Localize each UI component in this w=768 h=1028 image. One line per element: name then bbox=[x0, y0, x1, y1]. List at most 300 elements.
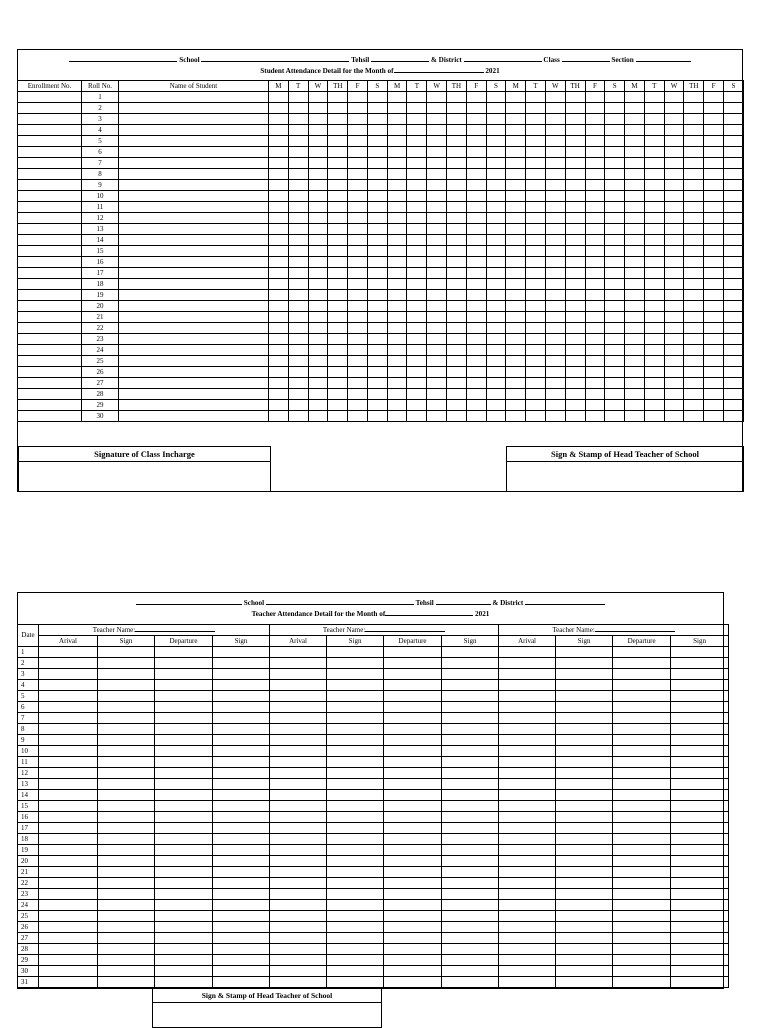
attendance-cell[interactable] bbox=[644, 312, 664, 323]
attendance-cell[interactable] bbox=[565, 367, 585, 378]
teacher-attendance-cell[interactable] bbox=[270, 933, 327, 944]
teacher-attendance-cell[interactable] bbox=[671, 680, 729, 691]
teacher-attendance-cell[interactable] bbox=[556, 790, 613, 801]
attendance-cell[interactable] bbox=[605, 202, 625, 213]
teacher-attendance-cell[interactable] bbox=[613, 955, 671, 966]
attendance-cell[interactable] bbox=[644, 224, 664, 235]
attendance-cell[interactable] bbox=[565, 125, 585, 136]
attendance-cell[interactable] bbox=[367, 235, 387, 246]
teacher-attendance-cell[interactable] bbox=[270, 812, 327, 823]
attendance-cell[interactable] bbox=[506, 103, 526, 114]
attendance-cell[interactable] bbox=[367, 202, 387, 213]
attendance-cell[interactable] bbox=[723, 136, 743, 147]
attendance-cell[interactable] bbox=[348, 191, 368, 202]
attendance-cell[interactable] bbox=[367, 213, 387, 224]
attendance-cell[interactable] bbox=[486, 301, 506, 312]
teacher-attendance-cell[interactable] bbox=[671, 944, 729, 955]
attendance-cell[interactable] bbox=[664, 147, 684, 158]
attendance-cell[interactable] bbox=[565, 356, 585, 367]
teacher-attendance-cell[interactable] bbox=[270, 955, 327, 966]
school-blank-prefix[interactable] bbox=[69, 55, 177, 62]
class-field[interactable] bbox=[562, 55, 610, 62]
student-name-cell[interactable] bbox=[119, 290, 269, 301]
attendance-cell[interactable] bbox=[723, 114, 743, 125]
attendance-cell[interactable] bbox=[565, 345, 585, 356]
attendance-cell[interactable] bbox=[545, 136, 565, 147]
teacher-attendance-cell[interactable] bbox=[613, 724, 671, 735]
attendance-cell[interactable] bbox=[704, 334, 724, 345]
teacher-attendance-cell[interactable] bbox=[327, 955, 384, 966]
teacher-attendance-cell[interactable] bbox=[671, 922, 729, 933]
attendance-cell[interactable] bbox=[585, 92, 605, 103]
attendance-cell[interactable] bbox=[625, 268, 645, 279]
teacher-attendance-cell[interactable] bbox=[384, 922, 442, 933]
attendance-cell[interactable] bbox=[328, 246, 348, 257]
teacher-attendance-cell[interactable] bbox=[155, 746, 213, 757]
teacher-attendance-cell[interactable] bbox=[327, 768, 384, 779]
attendance-cell[interactable] bbox=[625, 169, 645, 180]
attendance-cell[interactable] bbox=[565, 323, 585, 334]
attendance-cell[interactable] bbox=[526, 345, 546, 356]
attendance-cell[interactable] bbox=[407, 103, 427, 114]
teacher-attendance-cell[interactable] bbox=[556, 746, 613, 757]
teacher-attendance-cell[interactable] bbox=[613, 845, 671, 856]
attendance-cell[interactable] bbox=[684, 213, 704, 224]
attendance-cell[interactable] bbox=[664, 246, 684, 257]
attendance-cell[interactable] bbox=[723, 334, 743, 345]
attendance-cell[interactable] bbox=[565, 136, 585, 147]
section-field[interactable] bbox=[636, 55, 691, 62]
attendance-cell[interactable] bbox=[407, 400, 427, 411]
teacher-attendance-cell[interactable] bbox=[384, 801, 442, 812]
teacher-attendance-cell[interactable] bbox=[270, 801, 327, 812]
attendance-cell[interactable] bbox=[466, 125, 486, 136]
attendance-cell[interactable] bbox=[367, 389, 387, 400]
teacher-attendance-cell[interactable] bbox=[384, 966, 442, 977]
attendance-cell[interactable] bbox=[684, 356, 704, 367]
teacher-attendance-cell[interactable] bbox=[613, 878, 671, 889]
attendance-cell[interactable] bbox=[427, 125, 447, 136]
teacher-attendance-cell[interactable] bbox=[39, 911, 98, 922]
teacher-attendance-cell[interactable] bbox=[613, 647, 671, 658]
teacher-attendance-cell[interactable] bbox=[327, 878, 384, 889]
teacher-attendance-cell[interactable] bbox=[613, 944, 671, 955]
teacher-attendance-cell[interactable] bbox=[270, 922, 327, 933]
attendance-cell[interactable] bbox=[644, 158, 664, 169]
attendance-cell[interactable] bbox=[506, 356, 526, 367]
attendance-cell[interactable] bbox=[328, 367, 348, 378]
attendance-cell[interactable] bbox=[348, 389, 368, 400]
attendance-cell[interactable] bbox=[427, 136, 447, 147]
teacher-attendance-cell[interactable] bbox=[39, 669, 98, 680]
enrollment-cell[interactable] bbox=[18, 125, 82, 136]
student-name-cell[interactable] bbox=[119, 345, 269, 356]
attendance-cell[interactable] bbox=[644, 411, 664, 422]
teacher-attendance-cell[interactable] bbox=[384, 779, 442, 790]
attendance-cell[interactable] bbox=[269, 279, 289, 290]
attendance-cell[interactable] bbox=[269, 246, 289, 257]
attendance-cell[interactable] bbox=[664, 345, 684, 356]
attendance-cell[interactable] bbox=[447, 411, 467, 422]
attendance-cell[interactable] bbox=[447, 378, 467, 389]
teacher-attendance-cell[interactable] bbox=[270, 713, 327, 724]
teacher-attendance-cell[interactable] bbox=[327, 790, 384, 801]
teacher-attendance-cell[interactable] bbox=[327, 933, 384, 944]
teacher-attendance-cell[interactable] bbox=[442, 735, 499, 746]
attendance-cell[interactable] bbox=[447, 180, 467, 191]
attendance-cell[interactable] bbox=[328, 257, 348, 268]
attendance-cell[interactable] bbox=[644, 268, 664, 279]
attendance-cell[interactable] bbox=[585, 213, 605, 224]
attendance-cell[interactable] bbox=[466, 378, 486, 389]
attendance-cell[interactable] bbox=[506, 136, 526, 147]
attendance-cell[interactable] bbox=[486, 268, 506, 279]
attendance-cell[interactable] bbox=[605, 323, 625, 334]
attendance-cell[interactable] bbox=[723, 103, 743, 114]
teacher-attendance-cell[interactable] bbox=[213, 845, 270, 856]
teacher-attendance-cell[interactable] bbox=[671, 768, 729, 779]
attendance-cell[interactable] bbox=[367, 323, 387, 334]
attendance-cell[interactable] bbox=[447, 400, 467, 411]
attendance-cell[interactable] bbox=[664, 290, 684, 301]
teacher-attendance-cell[interactable] bbox=[39, 944, 98, 955]
attendance-cell[interactable] bbox=[585, 169, 605, 180]
attendance-cell[interactable] bbox=[447, 235, 467, 246]
attendance-cell[interactable] bbox=[308, 356, 328, 367]
attendance-cell[interactable] bbox=[387, 345, 407, 356]
attendance-cell[interactable] bbox=[664, 103, 684, 114]
teacher-attendance-cell[interactable] bbox=[671, 735, 729, 746]
teacher-attendance-cell[interactable] bbox=[98, 977, 155, 988]
attendance-cell[interactable] bbox=[407, 389, 427, 400]
teacher-attendance-cell[interactable] bbox=[556, 900, 613, 911]
teacher-attendance-cell[interactable] bbox=[442, 889, 499, 900]
attendance-cell[interactable] bbox=[565, 290, 585, 301]
student-name-cell[interactable] bbox=[119, 400, 269, 411]
attendance-cell[interactable] bbox=[585, 400, 605, 411]
attendance-cell[interactable] bbox=[407, 356, 427, 367]
teacher-attendance-cell[interactable] bbox=[327, 735, 384, 746]
teacher-attendance-cell[interactable] bbox=[213, 779, 270, 790]
attendance-cell[interactable] bbox=[447, 114, 467, 125]
attendance-cell[interactable] bbox=[664, 136, 684, 147]
teacher-attendance-cell[interactable] bbox=[98, 834, 155, 845]
attendance-cell[interactable] bbox=[367, 257, 387, 268]
teacher-attendance-cell[interactable] bbox=[613, 933, 671, 944]
attendance-cell[interactable] bbox=[328, 125, 348, 136]
student-name-cell[interactable] bbox=[119, 92, 269, 103]
teacher-attendance-cell[interactable] bbox=[98, 713, 155, 724]
attendance-cell[interactable] bbox=[269, 290, 289, 301]
attendance-cell[interactable] bbox=[348, 411, 368, 422]
teacher-attendance-cell[interactable] bbox=[556, 801, 613, 812]
attendance-cell[interactable] bbox=[269, 367, 289, 378]
attendance-cell[interactable] bbox=[387, 136, 407, 147]
attendance-cell[interactable] bbox=[684, 345, 704, 356]
attendance-cell[interactable] bbox=[664, 92, 684, 103]
teacher-attendance-cell[interactable] bbox=[499, 944, 556, 955]
attendance-cell[interactable] bbox=[605, 147, 625, 158]
attendance-cell[interactable] bbox=[427, 191, 447, 202]
attendance-cell[interactable] bbox=[625, 213, 645, 224]
attendance-cell[interactable] bbox=[625, 290, 645, 301]
attendance-cell[interactable] bbox=[644, 345, 664, 356]
attendance-cell[interactable] bbox=[684, 103, 704, 114]
teacher-attendance-cell[interactable] bbox=[499, 724, 556, 735]
teacher-attendance-cell[interactable] bbox=[556, 768, 613, 779]
teacher-attendance-cell[interactable] bbox=[327, 977, 384, 988]
attendance-cell[interactable] bbox=[328, 345, 348, 356]
teacher-attendance-cell[interactable] bbox=[556, 647, 613, 658]
attendance-cell[interactable] bbox=[605, 191, 625, 202]
attendance-cell[interactable] bbox=[684, 235, 704, 246]
attendance-cell[interactable] bbox=[486, 367, 506, 378]
teacher-attendance-cell[interactable] bbox=[213, 977, 270, 988]
attendance-cell[interactable] bbox=[447, 147, 467, 158]
teacher-attendance-cell[interactable] bbox=[613, 812, 671, 823]
attendance-cell[interactable] bbox=[387, 389, 407, 400]
attendance-cell[interactable] bbox=[625, 191, 645, 202]
attendance-cell[interactable] bbox=[288, 92, 308, 103]
attendance-cell[interactable] bbox=[269, 356, 289, 367]
attendance-cell[interactable] bbox=[269, 301, 289, 312]
attendance-cell[interactable] bbox=[605, 301, 625, 312]
teacher-attendance-cell[interactable] bbox=[155, 658, 213, 669]
attendance-cell[interactable] bbox=[605, 356, 625, 367]
attendance-cell[interactable] bbox=[427, 301, 447, 312]
attendance-cell[interactable] bbox=[348, 367, 368, 378]
teacher-attendance-cell[interactable] bbox=[98, 823, 155, 834]
enrollment-cell[interactable] bbox=[18, 191, 82, 202]
attendance-cell[interactable] bbox=[723, 191, 743, 202]
attendance-cell[interactable] bbox=[605, 345, 625, 356]
teacher-attendance-cell[interactable] bbox=[213, 922, 270, 933]
teacher-attendance-cell[interactable] bbox=[213, 966, 270, 977]
attendance-cell[interactable] bbox=[466, 213, 486, 224]
attendance-cell[interactable] bbox=[684, 92, 704, 103]
teacher-attendance-cell[interactable] bbox=[213, 702, 270, 713]
attendance-cell[interactable] bbox=[723, 224, 743, 235]
attendance-cell[interactable] bbox=[447, 268, 467, 279]
teacher-attendance-cell[interactable] bbox=[213, 724, 270, 735]
teacher-attendance-cell[interactable] bbox=[442, 966, 499, 977]
teacher-attendance-cell[interactable] bbox=[556, 955, 613, 966]
attendance-cell[interactable] bbox=[605, 312, 625, 323]
attendance-cell[interactable] bbox=[486, 213, 506, 224]
attendance-cell[interactable] bbox=[723, 389, 743, 400]
attendance-cell[interactable] bbox=[565, 92, 585, 103]
attendance-cell[interactable] bbox=[625, 103, 645, 114]
attendance-cell[interactable] bbox=[288, 158, 308, 169]
attendance-cell[interactable] bbox=[328, 312, 348, 323]
attendance-cell[interactable] bbox=[723, 147, 743, 158]
attendance-cell[interactable] bbox=[723, 279, 743, 290]
attendance-cell[interactable] bbox=[348, 158, 368, 169]
attendance-cell[interactable] bbox=[526, 235, 546, 246]
teacher-attendance-cell[interactable] bbox=[442, 845, 499, 856]
teacher-attendance-cell[interactable] bbox=[155, 812, 213, 823]
attendance-cell[interactable] bbox=[447, 191, 467, 202]
attendance-cell[interactable] bbox=[387, 125, 407, 136]
student-name-cell[interactable] bbox=[119, 323, 269, 334]
attendance-cell[interactable] bbox=[486, 290, 506, 301]
attendance-cell[interactable] bbox=[308, 103, 328, 114]
teacher-attendance-cell[interactable] bbox=[213, 834, 270, 845]
attendance-cell[interactable] bbox=[605, 389, 625, 400]
attendance-cell[interactable] bbox=[704, 301, 724, 312]
attendance-cell[interactable] bbox=[723, 323, 743, 334]
teacher-attendance-cell[interactable] bbox=[613, 900, 671, 911]
attendance-cell[interactable] bbox=[288, 224, 308, 235]
attendance-cell[interactable] bbox=[684, 114, 704, 125]
attendance-cell[interactable] bbox=[447, 389, 467, 400]
attendance-cell[interactable] bbox=[644, 191, 664, 202]
attendance-cell[interactable] bbox=[545, 323, 565, 334]
teacher-attendance-cell[interactable] bbox=[556, 933, 613, 944]
teacher-attendance-cell[interactable] bbox=[39, 801, 98, 812]
teacher-month-field[interactable] bbox=[385, 609, 473, 616]
attendance-cell[interactable] bbox=[288, 301, 308, 312]
attendance-cell[interactable] bbox=[545, 268, 565, 279]
attendance-cell[interactable] bbox=[545, 400, 565, 411]
teacher-attendance-cell[interactable] bbox=[39, 856, 98, 867]
teacher-attendance-cell[interactable] bbox=[384, 834, 442, 845]
teacher-attendance-cell[interactable] bbox=[384, 889, 442, 900]
attendance-cell[interactable] bbox=[526, 147, 546, 158]
attendance-cell[interactable] bbox=[565, 235, 585, 246]
teacher-attendance-cell[interactable] bbox=[556, 702, 613, 713]
teacher-attendance-cell[interactable] bbox=[556, 691, 613, 702]
attendance-cell[interactable] bbox=[486, 103, 506, 114]
attendance-cell[interactable] bbox=[427, 92, 447, 103]
teacher-school-field[interactable] bbox=[266, 598, 414, 605]
enrollment-cell[interactable] bbox=[18, 92, 82, 103]
attendance-cell[interactable] bbox=[407, 279, 427, 290]
teacher-attendance-cell[interactable] bbox=[327, 724, 384, 735]
teacher-attendance-cell[interactable] bbox=[39, 713, 98, 724]
attendance-cell[interactable] bbox=[723, 213, 743, 224]
teacher-attendance-cell[interactable] bbox=[442, 746, 499, 757]
teacher-attendance-cell[interactable] bbox=[499, 647, 556, 658]
attendance-cell[interactable] bbox=[367, 125, 387, 136]
attendance-cell[interactable] bbox=[506, 367, 526, 378]
teacher-attendance-cell[interactable] bbox=[442, 658, 499, 669]
attendance-cell[interactable] bbox=[348, 268, 368, 279]
teacher-attendance-cell[interactable] bbox=[270, 757, 327, 768]
attendance-cell[interactable] bbox=[308, 180, 328, 191]
attendance-cell[interactable] bbox=[506, 257, 526, 268]
teacher-attendance-cell[interactable] bbox=[384, 933, 442, 944]
teacher-attendance-cell[interactable] bbox=[442, 933, 499, 944]
attendance-cell[interactable] bbox=[684, 268, 704, 279]
attendance-cell[interactable] bbox=[486, 202, 506, 213]
attendance-cell[interactable] bbox=[486, 114, 506, 125]
attendance-cell[interactable] bbox=[269, 202, 289, 213]
attendance-cell[interactable] bbox=[704, 169, 724, 180]
attendance-cell[interactable] bbox=[704, 246, 724, 257]
attendance-cell[interactable] bbox=[427, 312, 447, 323]
attendance-cell[interactable] bbox=[466, 147, 486, 158]
teacher-attendance-cell[interactable] bbox=[384, 823, 442, 834]
attendance-cell[interactable] bbox=[348, 400, 368, 411]
attendance-cell[interactable] bbox=[704, 378, 724, 389]
teacher-attendance-cell[interactable] bbox=[384, 669, 442, 680]
teacher-attendance-cell[interactable] bbox=[499, 691, 556, 702]
teacher-attendance-cell[interactable] bbox=[384, 702, 442, 713]
attendance-cell[interactable] bbox=[625, 279, 645, 290]
teacher-attendance-cell[interactable] bbox=[270, 647, 327, 658]
teacher-attendance-cell[interactable] bbox=[613, 867, 671, 878]
attendance-cell[interactable] bbox=[664, 411, 684, 422]
attendance-cell[interactable] bbox=[387, 378, 407, 389]
attendance-cell[interactable] bbox=[684, 224, 704, 235]
attendance-cell[interactable] bbox=[526, 378, 546, 389]
attendance-cell[interactable] bbox=[308, 290, 328, 301]
attendance-cell[interactable] bbox=[704, 323, 724, 334]
attendance-cell[interactable] bbox=[506, 312, 526, 323]
attendance-cell[interactable] bbox=[585, 180, 605, 191]
teacher-attendance-cell[interactable] bbox=[499, 845, 556, 856]
teacher-attendance-cell[interactable] bbox=[613, 823, 671, 834]
attendance-cell[interactable] bbox=[466, 103, 486, 114]
enrollment-cell[interactable] bbox=[18, 246, 82, 257]
teacher-attendance-cell[interactable] bbox=[270, 911, 327, 922]
student-name-cell[interactable] bbox=[119, 224, 269, 235]
teacher-attendance-cell[interactable] bbox=[39, 955, 98, 966]
teacher-attendance-cell[interactable] bbox=[671, 823, 729, 834]
attendance-cell[interactable] bbox=[348, 202, 368, 213]
attendance-cell[interactable] bbox=[348, 92, 368, 103]
district-field[interactable] bbox=[464, 55, 542, 62]
attendance-cell[interactable] bbox=[447, 323, 467, 334]
teacher-attendance-cell[interactable] bbox=[327, 713, 384, 724]
teacher-attendance-cell[interactable] bbox=[327, 801, 384, 812]
teacher-attendance-cell[interactable] bbox=[556, 669, 613, 680]
attendance-cell[interactable] bbox=[348, 246, 368, 257]
teacher-attendance-cell[interactable] bbox=[327, 647, 384, 658]
teacher-attendance-cell[interactable] bbox=[499, 823, 556, 834]
teacher-name-field[interactable] bbox=[595, 625, 675, 632]
attendance-cell[interactable] bbox=[427, 235, 447, 246]
attendance-cell[interactable] bbox=[625, 257, 645, 268]
student-name-cell[interactable] bbox=[119, 279, 269, 290]
attendance-cell[interactable] bbox=[526, 356, 546, 367]
attendance-cell[interactable] bbox=[565, 202, 585, 213]
attendance-cell[interactable] bbox=[387, 103, 407, 114]
teacher-attendance-cell[interactable] bbox=[327, 823, 384, 834]
teacher-attendance-cell[interactable] bbox=[384, 856, 442, 867]
attendance-cell[interactable] bbox=[269, 312, 289, 323]
teacher-attendance-cell[interactable] bbox=[39, 933, 98, 944]
teacher-attendance-cell[interactable] bbox=[499, 790, 556, 801]
teacher-attendance-cell[interactable] bbox=[327, 944, 384, 955]
teacher-tehsil-field[interactable] bbox=[436, 598, 491, 605]
attendance-cell[interactable] bbox=[308, 400, 328, 411]
attendance-cell[interactable] bbox=[486, 334, 506, 345]
attendance-cell[interactable] bbox=[545, 367, 565, 378]
attendance-cell[interactable] bbox=[466, 180, 486, 191]
attendance-cell[interactable] bbox=[565, 389, 585, 400]
attendance-cell[interactable] bbox=[704, 312, 724, 323]
teacher-attendance-cell[interactable] bbox=[213, 713, 270, 724]
attendance-cell[interactable] bbox=[565, 378, 585, 389]
teacher-attendance-cell[interactable] bbox=[671, 977, 729, 988]
teacher-attendance-cell[interactable] bbox=[327, 889, 384, 900]
attendance-cell[interactable] bbox=[605, 290, 625, 301]
teacher-attendance-cell[interactable] bbox=[556, 889, 613, 900]
teacher-attendance-cell[interactable] bbox=[613, 768, 671, 779]
teacher-attendance-cell[interactable] bbox=[384, 680, 442, 691]
